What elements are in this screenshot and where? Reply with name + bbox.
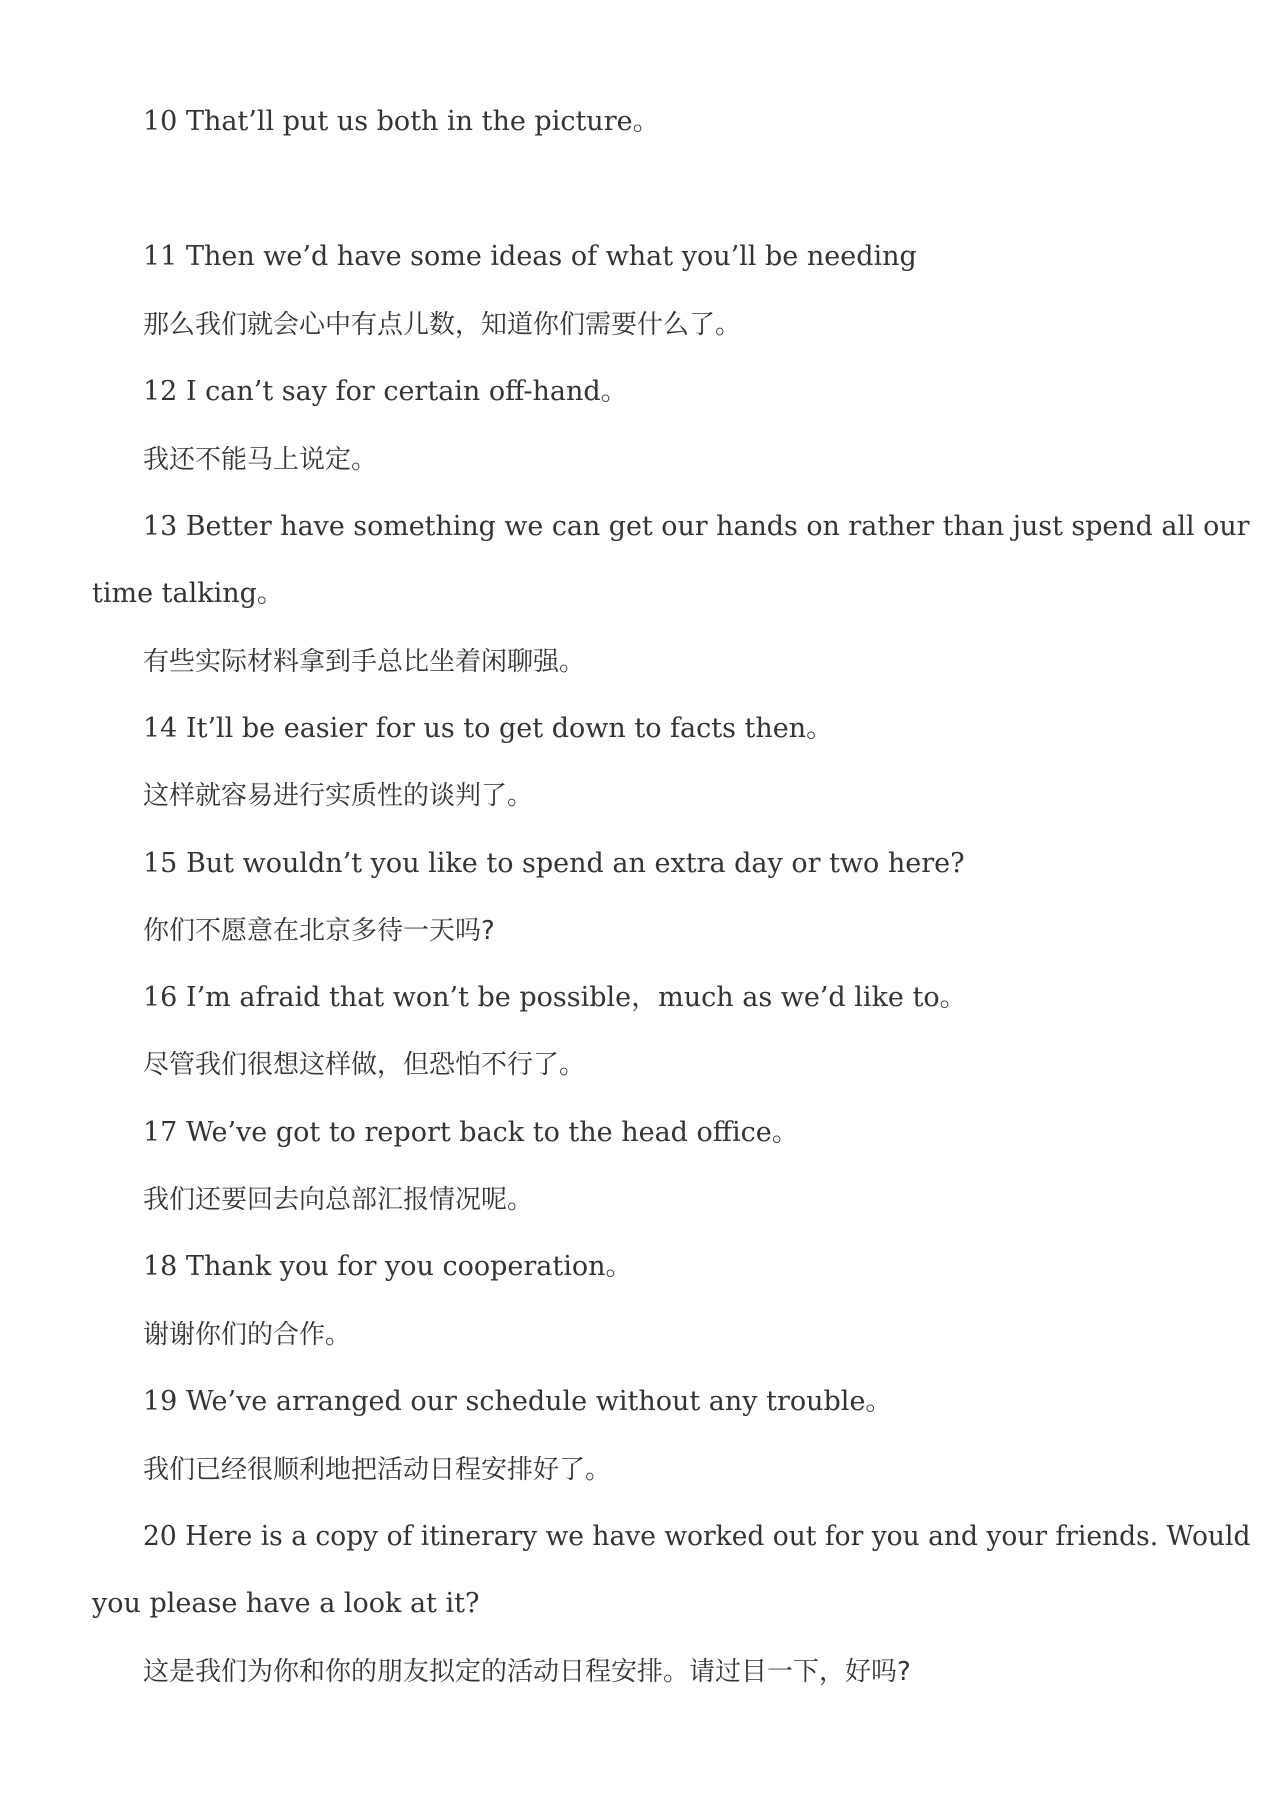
sentence-13-en-line-1: 13 Better have something we can get our hands on rather than just spend all our — [143, 511, 1250, 542]
sentence-13-zh: 有些实际材料拿到手总比坐着闲聊强。 — [143, 647, 586, 677]
sentence-15-en: 15 But wouldn’t you like to spend an extra day or two here? — [143, 848, 965, 879]
sentence-11-zh: 那么我们就会心中有点儿数，知道你们需要什么了。 — [143, 310, 742, 340]
sentence-14-zh: 这样就容易进行实质性的谈判了。 — [143, 781, 534, 811]
sentence-15-zh: 你们不愿意在北京多待一天吗? — [143, 916, 495, 946]
sentence-17-en: 17 We’ve got to report back to the head office。 — [143, 1117, 799, 1148]
sentence-12-zh: 我还不能马上说定。 — [143, 445, 378, 475]
sentence-20-zh: 这是我们为你和你的朋友拟定的活动日程安排。请过目一下，好吗? — [143, 1657, 911, 1687]
sentence-10-en: 10 That’ll put us both in the picture。 — [143, 106, 660, 137]
sentence-20-en-line-2: you please have a look at it? — [92, 1588, 480, 1619]
sentence-18-zh: 谢谢你们的合作。 — [143, 1320, 352, 1350]
sentence-20-en-line-1: 20 Here is a copy of itinerary we have worked out for you and your friends. Would — [143, 1521, 1251, 1552]
sentence-18-en: 18 Thank you for you cooperation。 — [143, 1251, 633, 1282]
sentence-11-en: 11 Then we’d have some ideas of what you’ll be needing — [143, 241, 917, 272]
sentence-13-en-line-2: time talking。 — [92, 578, 284, 609]
sentence-16-zh: 尽管我们很想这样做，但恐怕不行了。 — [143, 1050, 586, 1080]
sentence-19-zh: 我们已经很顺利地把活动日程安排好了。 — [143, 1455, 612, 1485]
sentence-12-en: 12 I can’t say for certain off-hand。 — [143, 376, 628, 407]
sentence-14-en: 14 It’ll be easier for us to get down to facts then。 — [143, 713, 834, 744]
sentence-16-en: 16 I’m afraid that won’t be possible，much as we’d like to。 — [143, 982, 967, 1013]
sentence-19-en: 19 We’ve arranged our schedule without any trouble。 — [143, 1386, 893, 1417]
sentence-17-zh: 我们还要回去向总部汇报情况呢。 — [143, 1185, 534, 1215]
